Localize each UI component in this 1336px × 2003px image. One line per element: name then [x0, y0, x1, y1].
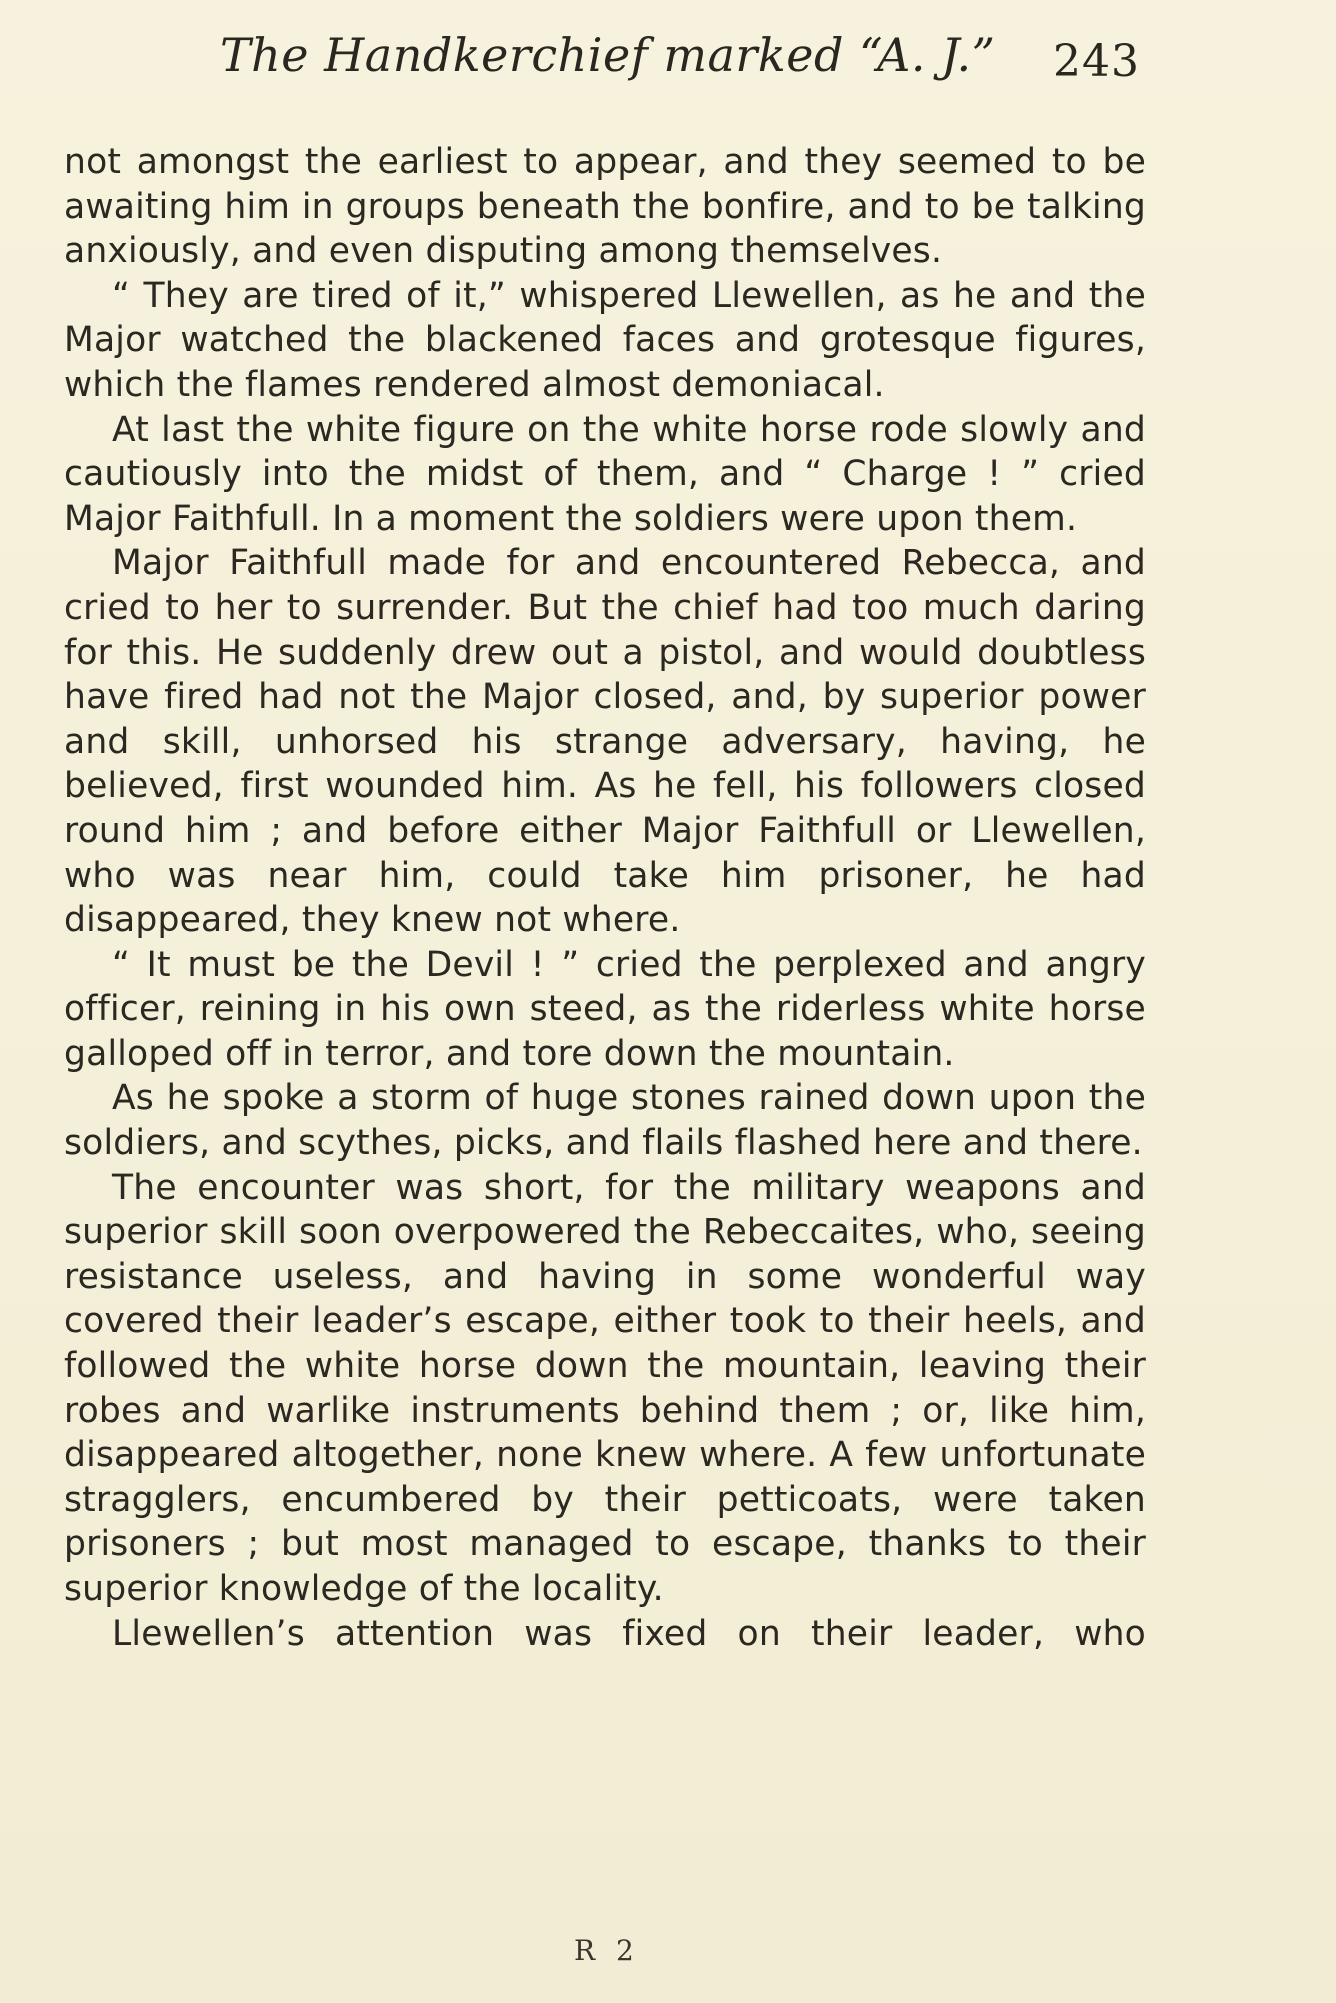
running-title: The Handkerchief marked “A. J.”: [220, 28, 996, 82]
paragraph-5: “ It must be the Devil ! ” cried the perplexed and angry officer, reining in his own steed, as the riderless white horse galloped off in terror, and tore down the mountain.: [64, 944, 1146, 1074]
paragraph-2: “ They are tired of it,” whispered Llewellen, as he and the Major watched the blackened faces and grotesque figures, which the flames rendered almost demoniacal.: [64, 275, 1146, 405]
paragraph-3: At last the white figure on the white horse rode slowly and cautiously into the midst of them, and “ Charge ! ” cried Major Faithfull. In a moment the soldiers were upon them.: [64, 409, 1146, 539]
signature-mark: R 2: [574, 1934, 640, 1967]
page-number: 243: [1053, 36, 1140, 87]
running-head: [60, 28, 1140, 108]
paragraph-1: not amongst the earliest to appear, and they seemed to be awaiting him in groups beneath the bonfire, and to be talking anxiously, and even disputing among themselves.: [64, 142, 1146, 272]
paragraph-7: The encounter was short, for the military weapons and superior skill soon overpowered the Rebeccaites, who, seeing resistance useless, and having in some wonderful way covered their leader’s escape, either took to their heels, and followed the white horse down the mountain, leaving their robes and warlike instruments behind them ; or, like him, disappeared altogether, none knew where. A few unfortunate stragglers, encumbered by their petticoats, were taken prisoners ; but most managed to escape, thanks to their superior knowledge of the locality.: [64, 1167, 1146, 1609]
paragraph-6: As he spoke a storm of huge stones rained down upon the soldiers, and scythes, picks, and flails flashed here and there.: [64, 1078, 1146, 1164]
paragraph-4: Major Faithfull made for and encountered Rebecca, and cried to her to surrender. But the chief had too much daring for this. He suddenly drew out a pistol, and would doubtless have fired had not the Major closed, and, by superior power and skill, unhorsed his strange adversary, having, he believed, first wounded him. As he fell, his followers closed round him ; and before either Major Faithfull or Llewellen, who was near him, could take him prisoner, he had disappeared, they knew not where.: [64, 543, 1146, 941]
body-text: [64, 140, 1146, 1656]
paragraph-8: Llewellen’s attention was fixed on their leader, who: [112, 1613, 1146, 1654]
